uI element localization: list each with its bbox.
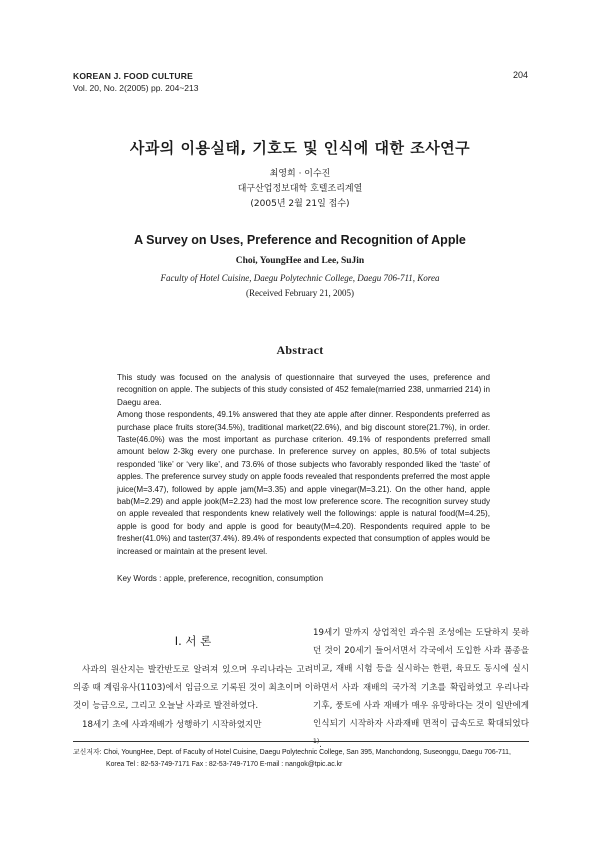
affiliation-english: Faculty of Hotel Cuisine, Daegu Polytechnic College, Daegu 706-711, Korea <box>160 273 440 283</box>
journal-name: KOREAN J. FOOD CULTURE <box>73 71 193 81</box>
paper-title-english: A Survey on Uses, Preference and Recognition of Apple <box>134 233 466 247</box>
journal-header <box>73 70 198 94</box>
abstract-paragraph-2: Among those respondents, 49.1% answered that they ate apple after dinner. Respondents preferred as purchase place fruits store(34.5%), traditional market(22.6%), and big discount store(21.7%), in order. Taste(46.0%) was the most important as purchase criterion. 49.1% of respondents preferred small amount below 2-3kg every one purchase. In preference survey on apples, 80.5% of total subjects responded ‘like’ or ‘very like’, and 73.6% of those subjects who favorably responded liked the ‘taste’ of apples. The preference survey study on apple foods revealed that respondents preferred the most apple juice(M=3.47), followed by apple jam(M=3.35) and apple vinegar(M=3.21). On the other hand, apple bab(M=2.29) and apple jook(M=2.23) had the most low preference score. The recognition survey study on apple revealed that respondents knew relatively well the followings: apple is natural food(M=4.25), apple is good for body and apple is good for beauty(M=4.20). Respondents required apple to be fresher(41.0%) and taster(37.4%). 89.4% of respondents expected that consumption of apples would be increased or maintain at the present level. <box>117 410 490 556</box>
paper-title-korean: 사과의 이용실태, 기호도 및 인식에 대한 조사연구 <box>129 139 471 157</box>
keywords: Key Words : apple, preference, recognition, consumption <box>117 574 324 583</box>
volume-info: Vol. 20, No. 2(2005) pp. 204~213 <box>73 83 199 93</box>
received-date-korean: (2005년 2월 21일 접수) <box>250 199 350 209</box>
correspondence-footnote <box>73 747 543 771</box>
footnote-divider <box>73 741 529 742</box>
intro-continued-end: . <box>319 740 322 751</box>
reference-marker: 1) <box>313 738 320 746</box>
intro-continued-text: 19세기 말까지 상업적인 과수원 조성에는 도달하지 못하던 것이 20세기 들어서면서 각국에서 도입한 사과 품종을 비교, 재배 시험 등을 실시하는 한편, 육묘도 동시에 실시하면서 사과 재배의 국가적 기초를 확립하였고 우리나라 기후, 풍토에 사과 재배가 매우 유망하다는 것이 일반에게 인식되기 시작하자 사과재배 면적이 급속도로 확대되었다 <box>313 628 529 730</box>
body-left-column <box>73 633 313 734</box>
section-heading-introduction: I. 서 론 <box>174 634 212 648</box>
intro-paragraph-2: 18세기 초에 사과재배가 성행하기 시작하였지만 <box>82 719 262 730</box>
intro-paragraph-1: 사과의 원산지는 발칸반도로 알려져 있으며 우리나라는 고려 의종 때 계림유사(1103)에서 임금으로 기록된 것이 최초이며 이것이 능금으로, 그리고 오늘날 사과로 발전하였다. <box>73 665 313 712</box>
page-number: 204 <box>512 70 528 80</box>
correspondence-line-1: 교신저자: Choi, YoungHee, Dept. of Faculty of Hotel Cuisine, Daegu Polytechnic College, San 395, Manchondong, Suseonggu, Daegu 706-711, <box>73 749 511 756</box>
abstract-heading: Abstract <box>276 343 324 357</box>
body-right-column <box>313 624 529 754</box>
intro-paragraph-continued <box>313 624 529 754</box>
correspondence-line-2: Korea Tel : 82-53-749-7171 Fax : 82-53-749-7170 E-mail : nangok@tpic.ac.kr <box>106 761 343 768</box>
abstract-paragraph-1: This study was focused on the analysis of questionnaire that surveyed the uses, preference and recognition on apple. The subjects of this study consisted of 452 female(married 238, unmarried 214) in Daegu area. <box>117 373 490 407</box>
abstract-body <box>117 372 490 558</box>
authors-korean: 최영희 · 이수진 <box>269 169 331 179</box>
affiliation-korean: 대구산업정보대학 호텔조리계열 <box>237 184 363 194</box>
received-date-english: (Received February 21, 2005) <box>246 288 354 298</box>
authors-english: Choi, YoungHee and Lee, SuJin <box>235 256 365 266</box>
